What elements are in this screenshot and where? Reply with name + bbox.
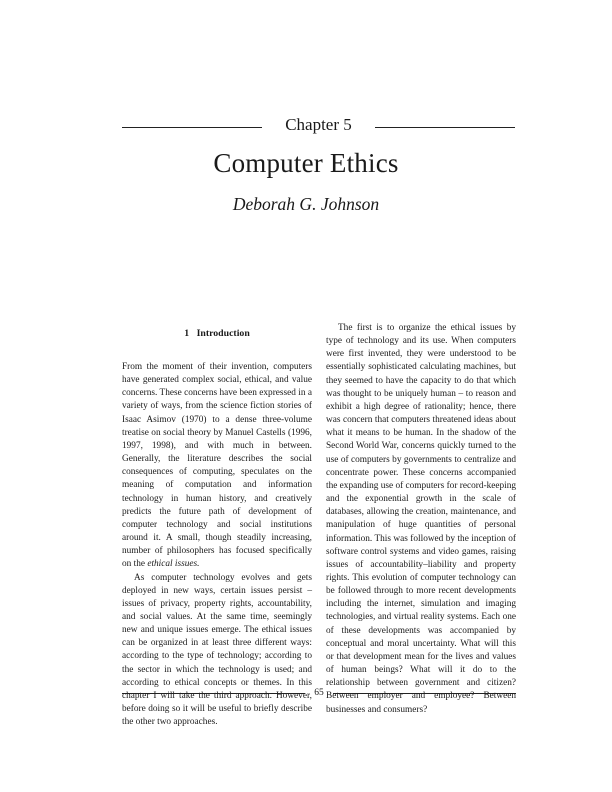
page-number: 65 [314,688,324,698]
left-column [122,361,312,729]
right-column [326,322,516,717]
left-paragraph-1-text: From the moment of their invention, computers have generated complex social, ethical, and value concerns. These concerns have been expressed in a variety of ways, from the science fiction stories of Isaac Asimov (1970) to a dense three-volume treatise on social theory by Manuel Castells (1996, 1997, 1998), and with much in between. Generally, the literature describes the social consequences of computing, speculates on the meaning of computation and information technology in human history, and creatively predicts the future path of development of computer technology and social institutions around it. A small, though steadily increasing, number of philosophers has focused specifically on the [122,362,312,570]
chapter-title: Computer Ethics [213,148,399,178]
chapter-rule-left [122,127,262,128]
section-title: Introduction [196,328,250,339]
footer-rule-left [122,693,305,694]
chapter-label: Chapter 5 [285,115,352,134]
right-paragraph-1: The first is to organize the ethical issues by type of technology and its use. When computers were first invented, they were understood to be essentially sophisticated calculating machines, but they seemed to have the capacity to do that which was thought to be uniquely human – to reason and exhibit a high degree of rationality; hence, there was concern that computers threatened ideas about what it means to be human. In the shadow of the Second World War, concerns quickly turned to the use of computers by governments to centralize and concentrate power. These concerns accompanied the expanding use of computers for record-keeping and the exponential growth in the scale of databases, allowing the creation, maintenance, and manipulation of huge quantities of personal information. This was followed by the inception of software control systems and video games, raising issues of accountability–liability and property rights. This evolution of computer technology can be followed through to more recent developments including the internet, simulation and imaging technologies, and virtual reality systems. Each one of these developments was accompanied by conceptual and moral uncertainty. What will this or that development mean for the lives and values of human beings? What will it do to the relationship between government and citizen? Between employer and employee? Between businesses and consumers? [326,323,517,715]
left-paragraph-1 [122,361,312,572]
left-paragraph-2: As computer technology evolves and gets deployed in new ways, certain issues persist – issues of privacy, property rights, accountability, and social values. At the same time, seemingly new and unique issues emerge. The ethical issues can be organized in at least three different ways: according to the type of technology; according to the sector in which the technology is used; and according to ethical concepts or themes. In this chapter I will take the third approach. However, before doing so it will be useful to briefly describe the other two approaches. [122,572,312,728]
chapter-rule-right [375,127,515,128]
author-name: Deborah G. Johnson [232,194,380,214]
footer-rule-right [333,693,516,694]
left-paragraph-1-italic: ethical issues. [147,559,200,570]
section-heading [122,327,312,340]
section-number: 1 [184,328,190,339]
